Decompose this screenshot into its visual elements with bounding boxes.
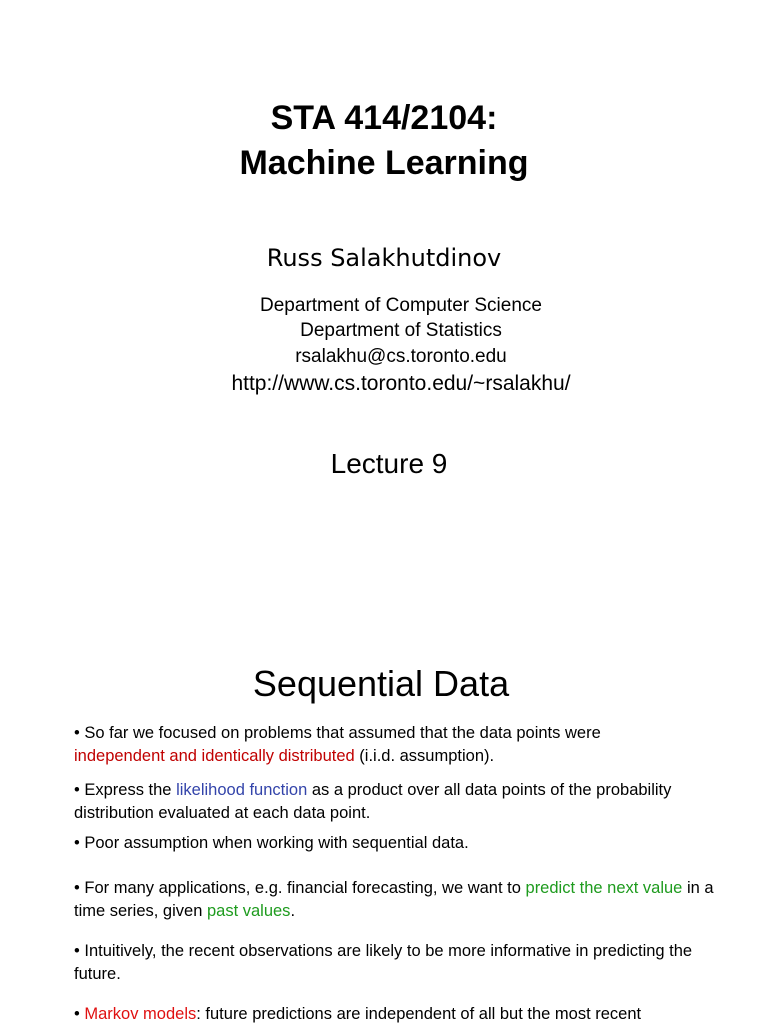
bullet-text: • So far we focused on problems that assumed that the data points were <box>74 724 601 742</box>
slide-title-line1: STA 414/2104: <box>270 99 498 137</box>
slide-title-line2: Machine Learning <box>239 144 529 182</box>
bullet-text: • Poor assumption when working with sequential data. <box>74 834 469 852</box>
author-email: rsalakhu@cs.toronto.edu <box>295 346 507 367</box>
highlight-markov-models: Markov models <box>84 1005 197 1023</box>
bullet-text: • Express the <box>74 781 177 799</box>
bullet-markov <box>74 1003 714 1026</box>
bullet-poor-assumption <box>74 832 714 855</box>
section-title: Sequential Data <box>252 663 510 704</box>
bullet-text: in a time series, given <box>74 879 714 920</box>
highlight-predict-next-value: predict the next value <box>525 879 683 897</box>
highlight-iid: independent and identically distributed <box>74 747 355 765</box>
bullet-likelihood <box>74 779 714 825</box>
bullet-text: • <box>74 1005 85 1023</box>
bullet-intuition <box>74 940 714 986</box>
highlight-likelihood: likelihood function <box>176 781 308 799</box>
bullet-iid <box>74 722 714 768</box>
bullet-forecasting <box>74 877 714 923</box>
bullet-text: • Intuitively, the recent observations are likely to be more informative in predicting the future. <box>74 942 693 983</box>
bullet-text: (i.i.d. assumption). <box>354 747 495 765</box>
bullet-text: • For many applications, e.g. financial forecasting, we want to <box>74 879 526 897</box>
lecture-number: Lecture 9 <box>330 448 448 479</box>
bullet-text: : future predictions are independent of all but the most recent <box>196 1005 642 1023</box>
bullet-text: . <box>290 902 296 920</box>
author-name: Russ Salakhutdinov <box>266 244 502 272</box>
author-url: http://www.cs.toronto.edu/~rsalakhu/ <box>231 372 571 395</box>
highlight-past-values: past values <box>206 902 291 920</box>
affiliation-stats: Department of Statistics <box>300 320 502 341</box>
bullet-text: as a product over all data points of the probability distribution evaluated at each data point. <box>74 781 672 822</box>
affiliation-cs: Department of Computer Science <box>260 295 542 316</box>
